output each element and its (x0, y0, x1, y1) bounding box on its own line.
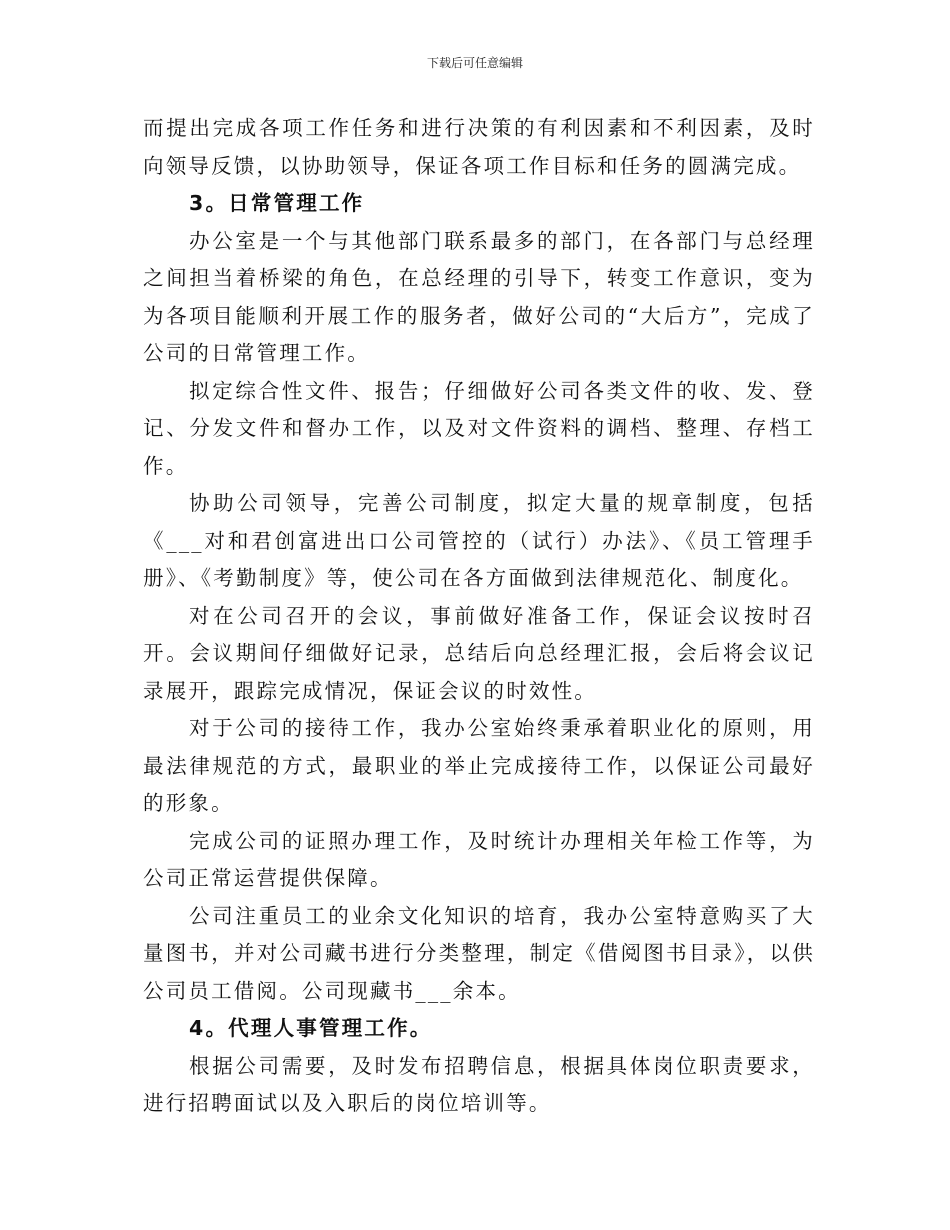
section-heading-4: 4。代理人事管理工作。 (189, 1016, 433, 1040)
document-body (143, 110, 815, 1123)
paragraph: 协助公司领导，完善公司制度，拟定大量的规章制度，包括《___对和君创富进出口公司管控的（试行）办法》、《员工管理手册》、《考勤制度》等，使公司在各方面做到法律规范化、制度化。 (143, 491, 815, 590)
paragraph: 根据公司需要，及时发布招聘信息，根据具体岗位职责要求，进行招聘面试以及入职后的岗位培训等。 (143, 1053, 815, 1115)
paragraph: 对于公司的接待工作，我办公室始终秉承着职业化的原则，用最法律规范的方式，最职业的举止完成接待工作，以保证公司最好的形象。 (143, 716, 815, 815)
paragraph: 完成公司的证照办理工作，及时统计办理相关年检工作等，为公司正常运营提供保障。 (143, 828, 815, 890)
paragraph: 拟定综合性文件、报告；仔细做好公司各类文件的收、发、登记、分发文件和督办工作，以及对文件资料的调档、整理、存档工作。 (143, 378, 815, 478)
page-header: 下载后可任意编辑 (426, 56, 523, 70)
paragraph: 办公室是一个与其他部门联系最多的部门，在各部门与总经理之间担当着桥梁的角色，在总经理的引导下，转变工作意识，变为为各项目能顺利开展工作的服务者，做好公司的“大后方”，完成了公司的日常管理工作。 (143, 228, 815, 365)
paragraph: 而提出完成各项工作任务和进行决策的有利因素和不利因素，及时向领导反馈，以协助领导，保证各项工作目标和任务的圆满完成。 (143, 116, 815, 178)
paragraph: 公司注重员工的业余文化知识的培育，我办公室特意购买了大量图书，并对公司藏书进行分类整理，制定《借阅图书目录》，以供公司员工借阅。公司现藏书___余本。 (143, 903, 815, 1003)
paragraph: 对在公司召开的会议，事前做好准备工作，保证会议按时召开。会议期间仔细做好记录，总结后向总经理汇报，会后将会议记录展开，跟踪完成情况，保证会议的时效性。 (143, 603, 815, 703)
section-heading-3: 3。日常管理工作 (189, 191, 365, 215)
